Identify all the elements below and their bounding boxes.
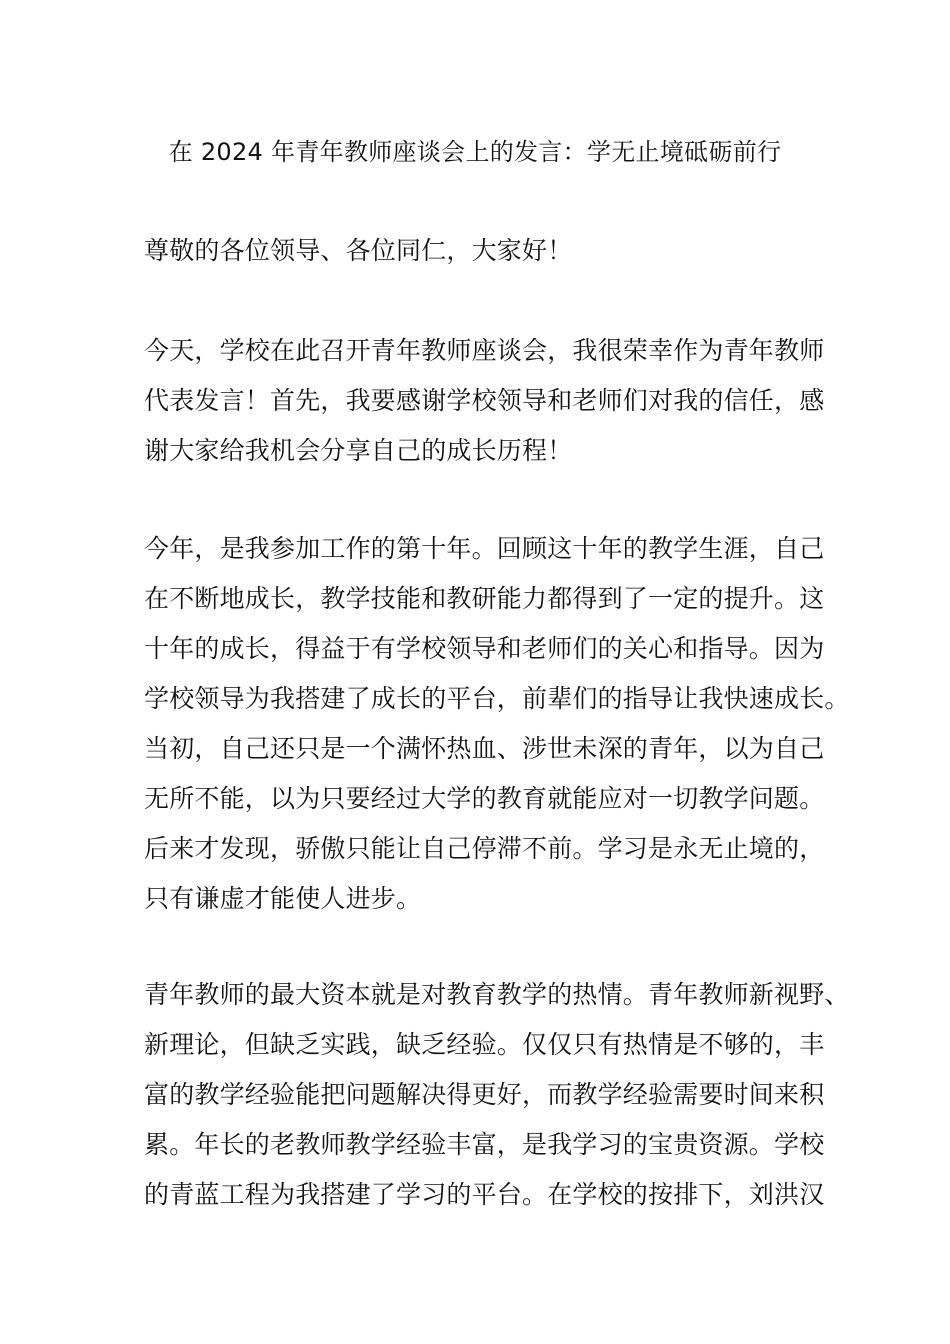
text-line: 学校领导为我搭建了成长的平台，前辈们的指导让我快速成长。 — [144, 684, 850, 713]
text-line: 谢大家给我机会分享自己的成长历程！ — [144, 436, 573, 465]
text-line: 只有谦虚才能使人进步。 — [144, 884, 422, 913]
text-line: 的青蓝工程为我搭建了学习的平台。在学校的按排下，刘洪汉 — [144, 1180, 825, 1209]
text-line: 累。年长的老教师教学经验丰富，是我学习的宝贵资源。学校 — [144, 1130, 825, 1159]
paragraph-intro — [144, 326, 824, 476]
paragraph-greeting — [144, 226, 824, 276]
text-line: 新理论，但缺乏实践，缺乏经验。仅仅只有热情是不够的，丰 — [144, 1030, 825, 1059]
text-line: 十年的成长，得益于有学校领导和老师们的关心和指导。因为 — [144, 634, 825, 663]
document-title: 在 2024 年青年教师座谈会上的发言：学无止境砥砺前行 — [168, 138, 782, 166]
text-line: 后来才发现，骄傲只能让自己停滞不前。学习是永无止境的， — [144, 834, 825, 863]
text-line: 在不断地成长，教学技能和教研能力都得到了一定的提升。这 — [144, 584, 825, 613]
text-line: 青年教师的最大资本就是对教育教学的热情。青年教师新视野、 — [144, 980, 850, 1009]
text-line: 无所不能，以为只要经过大学的教育就能应对一切教学问题。 — [144, 784, 825, 813]
text-line: 今年，是我参加工作的第十年。回顾这十年的教学生涯，自己 — [144, 534, 825, 563]
text-line: 富的教学经验能把问题解决得更好，而教学经验需要时间来积 — [144, 1080, 825, 1109]
paragraph-ten-years — [144, 524, 850, 924]
text-line: 代表发言！首先，我要感谢学校领导和老师们对我的信任，感 — [144, 386, 825, 415]
text-line: 当初，自己还只是一个满怀热血、涉世未深的青年，以为自己 — [144, 734, 825, 763]
paragraph-passion — [144, 970, 850, 1220]
text-line: 今天，学校在此召开青年教师座谈会，我很荣幸作为青年教师 — [144, 336, 825, 365]
text-line: 尊敬的各位领导、各位同仁，大家好！ — [144, 236, 573, 265]
